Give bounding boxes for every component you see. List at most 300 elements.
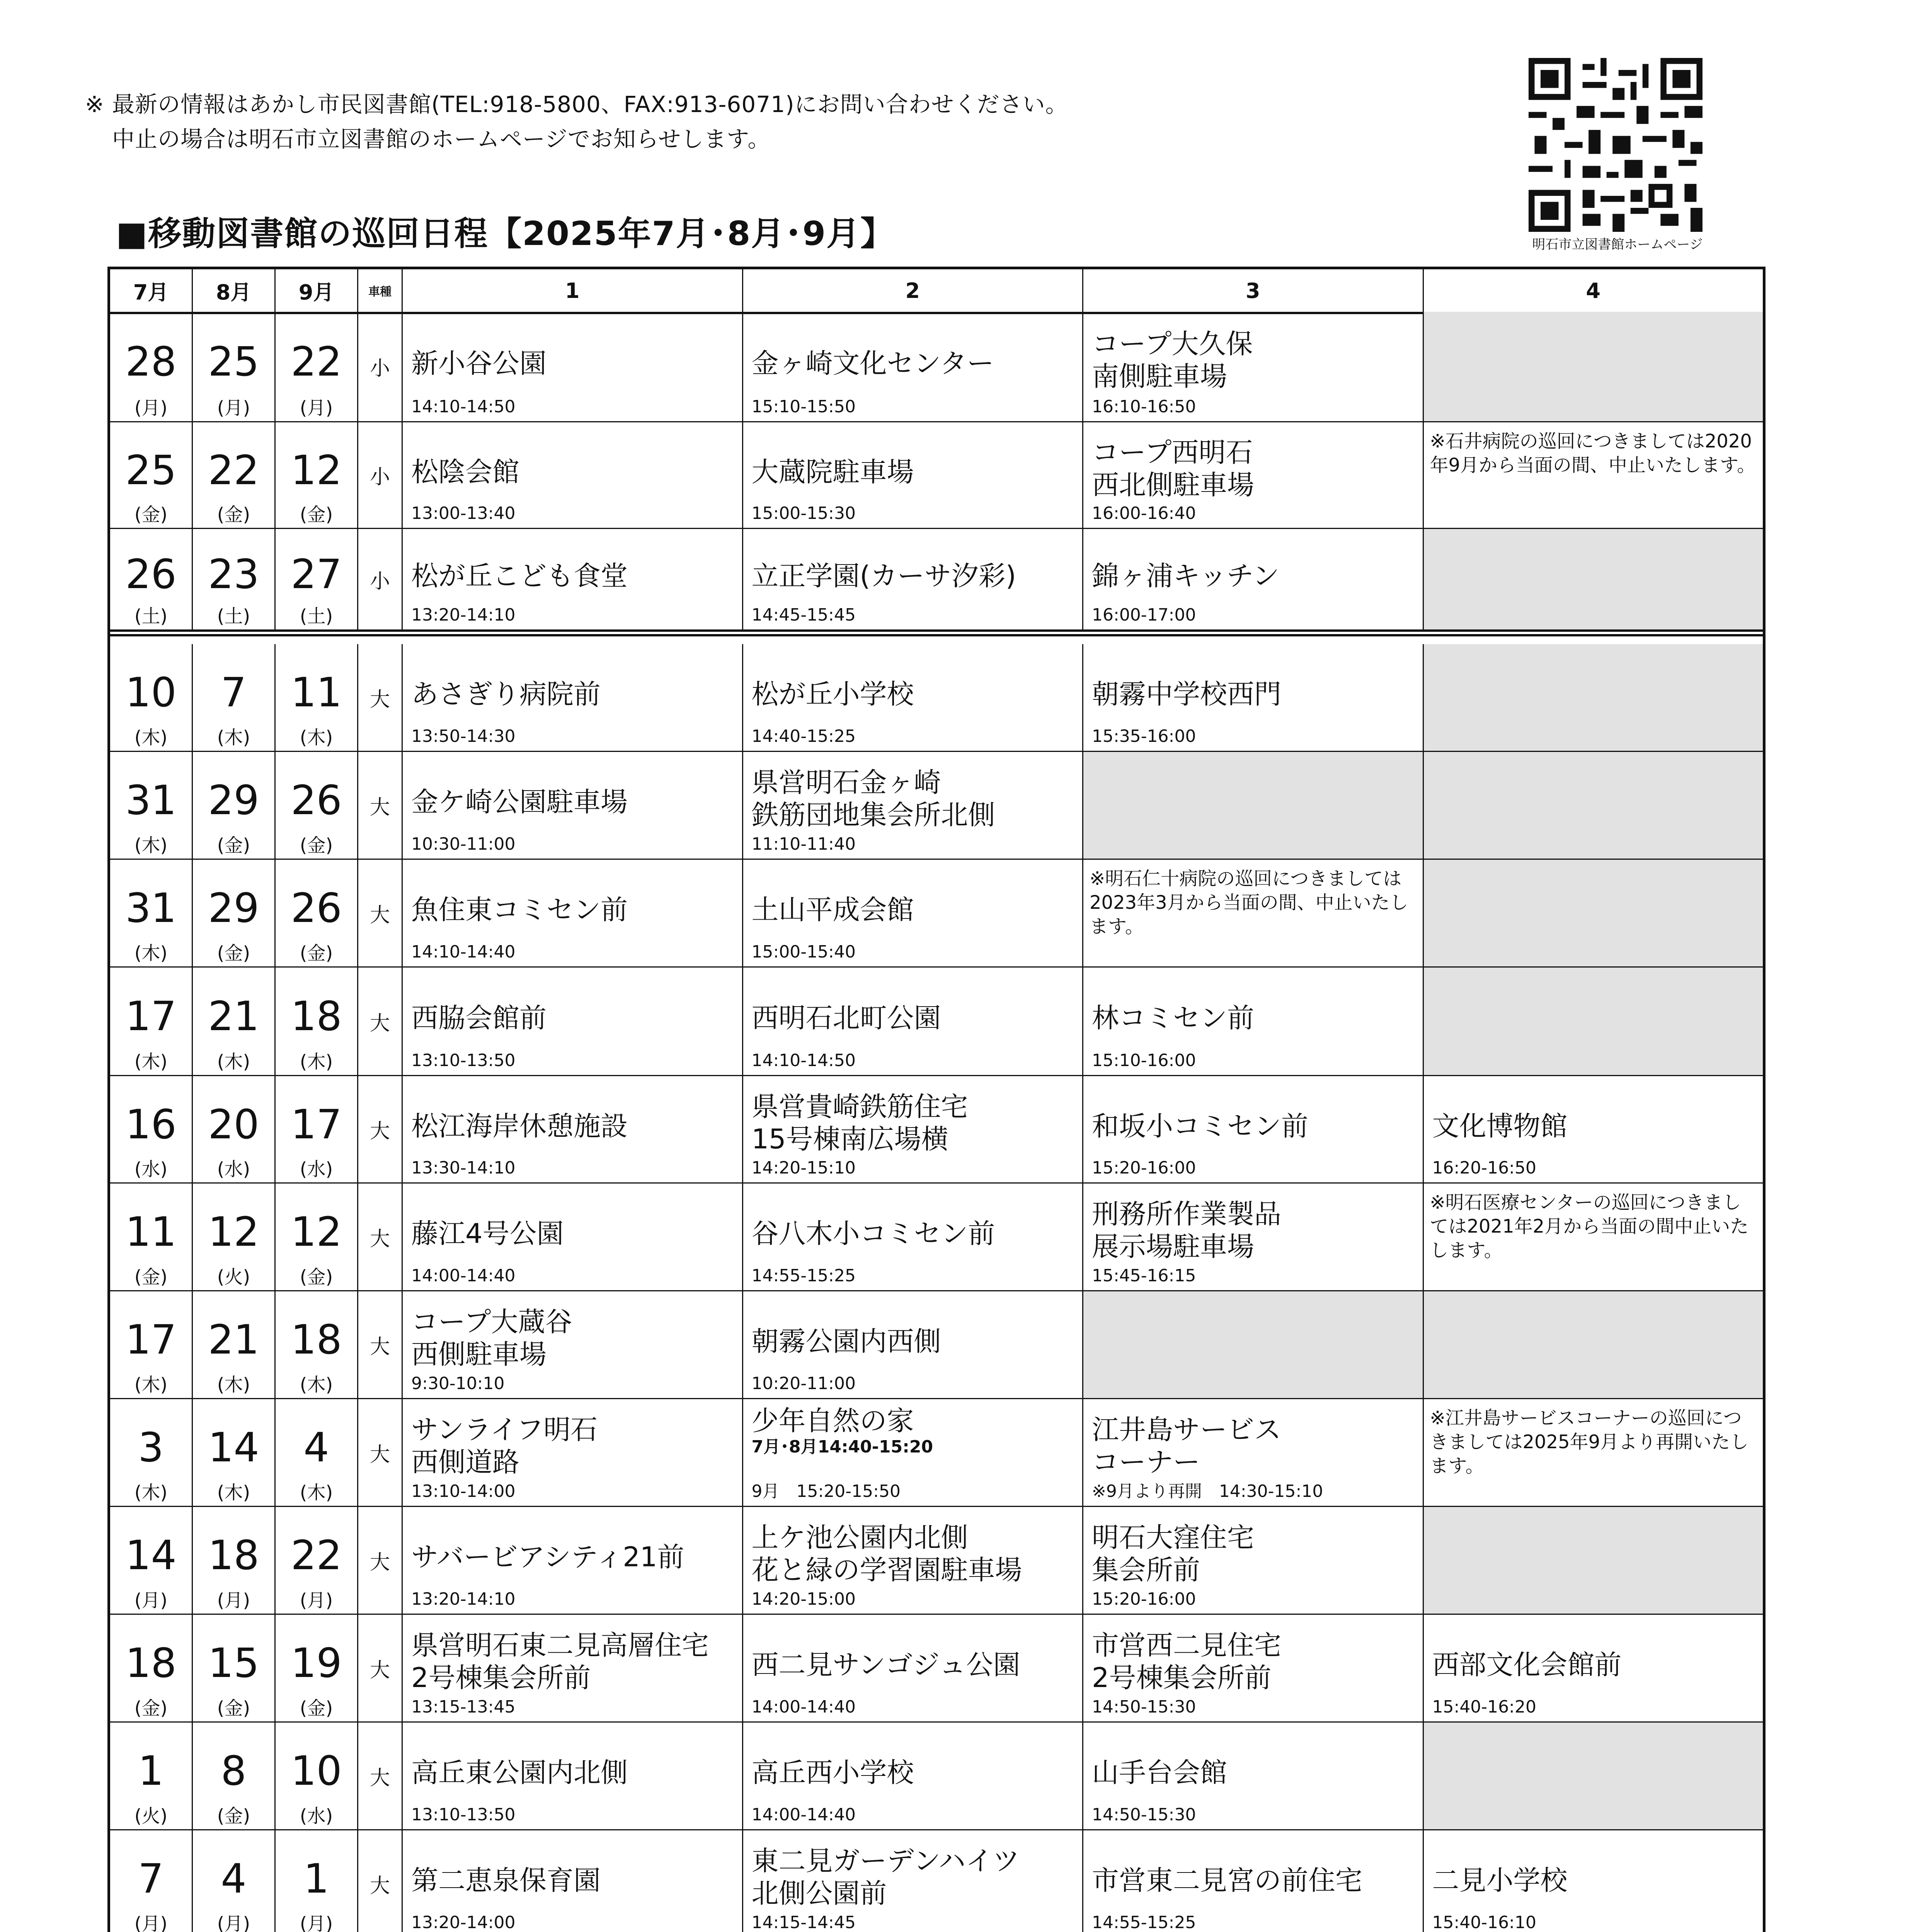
stop-time: 15:10-16:00: [1092, 1051, 1196, 1070]
stop-place-name: 立正学園(カーサ汐彩): [751, 560, 1016, 592]
date-weekday: (月): [134, 1590, 168, 1611]
stop-time: 13:00-13:40: [411, 503, 516, 523]
stop-place: [411, 1864, 738, 1897]
stop-place: [1092, 1757, 1419, 1789]
date-day: 28: [125, 338, 177, 385]
date-weekday: (木): [217, 1482, 250, 1503]
stop-cell: [1424, 1076, 1763, 1182]
date-cell-aug: [193, 529, 276, 629]
stop-time: 15:00-15:40: [751, 942, 856, 962]
stop-place: [752, 1757, 1079, 1789]
stop-time: 13:10-14:00: [411, 1481, 516, 1501]
stop-time: 9月 15:20-15:50: [751, 1481, 901, 1501]
vehicle-type: 大: [358, 1076, 403, 1182]
date-day: 25: [125, 446, 177, 494]
stop-cell-empty: [1424, 312, 1763, 421]
vehicle-type: 大: [358, 968, 403, 1075]
stop-place-name: 朝霧公園内西側: [751, 1325, 941, 1357]
stop-cell: [1083, 1830, 1424, 1932]
stop-cell: [743, 860, 1084, 966]
stop-place: [1092, 1413, 1419, 1478]
date-cell-sep: [276, 1291, 358, 1398]
stop-place-name: 東二見ガーデンハイツ 北側公園前: [751, 1845, 1020, 1910]
stop-place: [411, 1757, 738, 1789]
stop-cell: [403, 1184, 743, 1290]
date-cell-jul: [110, 1399, 193, 1506]
stop-place-name: 藤江4号公園: [411, 1218, 564, 1250]
stop-place-name: 高丘東公園内北側: [411, 1757, 628, 1789]
date-cell-sep: [276, 1615, 358, 1721]
date-cell-aug: [193, 1076, 276, 1182]
stop-cell: [1083, 1076, 1424, 1182]
stop-cell: [403, 422, 743, 528]
notice-text-2: 中止の場合は明石市立図書館のホームページでお知らせします。: [112, 126, 771, 152]
stop-cell: [1083, 968, 1424, 1075]
stop-cell: [403, 1507, 743, 1614]
table-row: [110, 1830, 1763, 1932]
header-august: 8月: [193, 269, 276, 312]
header-july: 7月: [110, 269, 193, 312]
date-cell-aug: [193, 644, 276, 751]
stop-time: 13:20-14:00: [411, 1913, 516, 1932]
stop-cell: [403, 529, 743, 629]
stop-place-name: 文化博物館: [1432, 1110, 1568, 1142]
stop-place: [411, 894, 738, 926]
stop-time: 15:20-16:00: [1092, 1589, 1196, 1609]
stop-place: [752, 560, 1079, 592]
stop-time: 13:10-13:50: [411, 1805, 516, 1825]
stop-cell-empty: [1083, 1291, 1424, 1398]
stop-place-name: あさぎり病院前: [411, 678, 601, 710]
header-vehicle-type: 車種: [358, 269, 403, 312]
vehicle-type: 小: [358, 312, 403, 421]
stop-cell: [1083, 1615, 1424, 1721]
date-weekday: (木): [300, 727, 333, 748]
date-weekday: (火): [217, 1266, 250, 1288]
date-cell-jul: [110, 968, 193, 1075]
date-day: 26: [125, 550, 177, 598]
vehicle-type: 大: [358, 1184, 403, 1290]
date-day: 22: [291, 1531, 342, 1579]
header-stop-3: 3: [1083, 269, 1424, 312]
stop-time: 14:40-15:25: [751, 726, 856, 746]
stop-place: [411, 786, 738, 818]
vehicle-type: 大: [358, 1507, 403, 1614]
stop-place: [752, 347, 1079, 379]
table-row: [110, 1291, 1763, 1399]
date-weekday: (水): [217, 1158, 250, 1180]
stop-time: 16:00-17:00: [1092, 605, 1196, 625]
date-weekday: (金): [134, 1266, 168, 1288]
table-row: [110, 529, 1763, 636]
stop-place: [1092, 560, 1419, 592]
date-weekday: (月): [134, 397, 168, 419]
stop-place-name: サンライフ明石 西側道路: [411, 1414, 598, 1478]
stop-time: ※9月より再開 14:30-15:10: [1092, 1481, 1323, 1501]
date-day: 15: [208, 1639, 259, 1687]
table-row: [110, 1723, 1763, 1830]
stop-cell-notice: [1424, 1184, 1763, 1290]
stop-cell: [1083, 422, 1424, 528]
stop-cell: [743, 752, 1084, 859]
date-day: 18: [291, 1316, 342, 1363]
stop-time: 14:10-14:50: [411, 397, 516, 417]
stop-cell: [1424, 1830, 1763, 1932]
stop-place: [1432, 1864, 1759, 1897]
table-row: [110, 752, 1763, 860]
stop-cell-empty: [1424, 529, 1763, 629]
stop-place-name: 県営貴崎鉄筋住宅 15号棟南広場横: [751, 1090, 968, 1155]
stop-cell: [743, 1830, 1084, 1932]
stop-place: [411, 1629, 738, 1694]
stop-place-name: 江井島サービス コーナー: [1092, 1414, 1281, 1478]
stop-cell: [403, 644, 743, 751]
stop-cell-empty: [1424, 860, 1763, 966]
vehicle-type: 大: [358, 1830, 403, 1932]
stop-place: [752, 1325, 1079, 1358]
stop-place: [411, 1413, 738, 1478]
date-weekday: (金): [134, 1697, 168, 1719]
date-weekday: (水): [300, 1158, 333, 1180]
stop-time: 16:20-16:50: [1432, 1158, 1536, 1178]
date-cell-jul: [110, 1507, 193, 1614]
stop-time: 15:35-16:00: [1092, 726, 1196, 746]
date-day: 26: [291, 776, 342, 824]
date-weekday: (月): [300, 1590, 333, 1611]
date-day: 25: [208, 338, 259, 385]
stop-place: [1092, 1629, 1419, 1694]
stop-place-name: 県営明石東二見高層住宅 2号棟集会所前: [411, 1629, 709, 1694]
stop-place: [1092, 1198, 1419, 1263]
vehicle-type: 大: [358, 752, 403, 859]
stop-place-name: 土山平成会館: [751, 894, 914, 926]
table-row: [110, 1399, 1763, 1507]
stop-place-name: 魚住東コミセン前: [411, 894, 628, 926]
stop-cell: [743, 1507, 1084, 1614]
stop-cell: [1083, 1723, 1424, 1829]
stop-time: 14:55-15:25: [751, 1266, 856, 1286]
stop-time: 14:50-15:30: [1092, 1805, 1196, 1825]
date-weekday: (木): [134, 727, 168, 748]
date-day: 4: [303, 1423, 329, 1471]
stop-cell: [1083, 312, 1424, 421]
stop-place-name: 山手台会館: [1092, 1757, 1227, 1789]
stop-place-name: 少年自然の家: [751, 1405, 914, 1437]
stop-time: 11:10-11:40: [751, 834, 856, 854]
stop-place-name: 高丘西小学校: [751, 1757, 914, 1789]
date-cell-sep: [276, 752, 358, 859]
vehicle-type: 小: [358, 529, 403, 629]
qr-code-icon[interactable]: [1529, 58, 1702, 232]
stop-time: 9:30-10:10: [411, 1374, 505, 1393]
stop-place: [752, 1405, 1079, 1457]
stop-cell: [403, 1723, 743, 1829]
vehicle-type: 大: [358, 860, 403, 966]
date-weekday: (土): [300, 605, 333, 627]
stop-place-name: 和坂小コミセン前: [1092, 1110, 1308, 1142]
date-cell-jul: [110, 1076, 193, 1182]
table-row: [110, 644, 1763, 752]
date-day: 16: [125, 1100, 177, 1148]
stop-cell: [403, 312, 743, 421]
vehicle-type: 大: [358, 1291, 403, 1398]
vehicle-type: 大: [358, 644, 403, 751]
stop-place-note: 7月･8月14:40-15:20: [751, 1437, 933, 1457]
date-day: 18: [208, 1531, 259, 1579]
date-weekday: (木): [217, 1374, 250, 1396]
date-day: 1: [138, 1747, 164, 1794]
stop-place: [1092, 1521, 1419, 1586]
stop-place: [752, 678, 1079, 711]
date-cell-aug: [193, 1399, 276, 1506]
notice-text-1: 最新の情報はあかし市民図書館(TEL:918-5800、FAX:913-6071)にお問い合わせください。: [112, 91, 1068, 117]
stop-cell: [403, 752, 743, 859]
date-weekday: (土): [134, 605, 168, 627]
stop-cell-empty: [1424, 1507, 1763, 1614]
date-weekday: (火): [134, 1805, 168, 1827]
date-day: 27: [291, 550, 342, 598]
stop-cell: [743, 1184, 1084, 1290]
stop-cell: [1083, 1507, 1424, 1614]
stop-cell-empty: [1424, 1291, 1763, 1398]
stop-place-name: 西明石北町公園: [751, 1002, 941, 1034]
date-cell-sep: [276, 644, 358, 751]
stop-time: 14:10-14:40: [411, 942, 516, 962]
stop-cell: [403, 1615, 743, 1721]
date-cell-aug: [193, 860, 276, 966]
date-weekday: (木): [134, 1051, 168, 1073]
date-day: 4: [221, 1855, 247, 1902]
stop-time: 15:20-16:00: [1092, 1158, 1196, 1178]
date-weekday: (土): [217, 605, 250, 627]
date-day: 7: [138, 1855, 164, 1902]
stop-place: [411, 678, 738, 711]
date-day: 11: [125, 1208, 177, 1255]
page-title: ■移動図書館の巡回日程【2025年7月･8月･9月】: [116, 214, 895, 253]
date-day: 1: [303, 1855, 329, 1902]
stop-cell: [743, 1615, 1084, 1721]
stop-place-name: 市営東二見宮の前住宅: [1092, 1864, 1362, 1896]
date-cell-aug: [193, 1184, 276, 1290]
stop-cell: [743, 1399, 1084, 1506]
stop-time: 14:55-15:25: [1092, 1913, 1196, 1932]
date-cell-jul: [110, 1184, 193, 1290]
stop-time: 14:50-15:30: [1092, 1697, 1196, 1717]
date-day: 7: [221, 668, 247, 716]
stop-cell: [403, 1076, 743, 1182]
date-cell-jul: [110, 1723, 193, 1829]
stop-place: [752, 1845, 1079, 1910]
date-day: 31: [125, 776, 177, 824]
date-day: 10: [291, 1747, 342, 1794]
stop-place: [1092, 1110, 1419, 1142]
date-cell-aug: [193, 422, 276, 528]
table-row: [110, 1615, 1763, 1723]
date-weekday: (金): [300, 504, 333, 526]
stop-place-name: 松が丘小学校: [751, 678, 914, 710]
stop-place-name: 第二恵泉保育園: [411, 1864, 601, 1896]
table-row: [110, 968, 1763, 1076]
date-weekday: (木): [134, 942, 168, 964]
date-weekday: (月): [300, 397, 333, 419]
stop-cell: [1083, 529, 1424, 629]
date-weekday: (水): [300, 1805, 333, 1827]
date-weekday: (月): [134, 1913, 168, 1932]
date-day: 18: [125, 1639, 177, 1687]
stop-time: 15:40-16:10: [1432, 1913, 1536, 1932]
date-cell-aug: [193, 752, 276, 859]
stop-cell: [403, 968, 743, 1075]
stop-cell-notice: [1424, 422, 1763, 528]
date-weekday: (金): [217, 504, 250, 526]
stop-cell: [743, 422, 1084, 528]
date-day: 23: [208, 550, 259, 598]
stop-place: [411, 1002, 738, 1034]
date-weekday: (木): [217, 727, 250, 748]
date-weekday: (金): [217, 942, 250, 964]
date-day: 26: [291, 884, 342, 932]
date-weekday: (金): [217, 1805, 250, 1827]
stop-time: 14:00-14:40: [411, 1266, 516, 1286]
date-cell-jul: [110, 1291, 193, 1398]
date-day: 10: [125, 668, 177, 716]
date-weekday: (金): [300, 835, 333, 856]
date-cell-sep: [276, 1399, 358, 1506]
stop-place: [411, 347, 738, 379]
date-weekday: (月): [217, 1590, 250, 1611]
table-row: [110, 1076, 1763, 1184]
stop-time: 14:20-15:00: [751, 1589, 856, 1609]
vehicle-type: 小: [358, 422, 403, 528]
stop-cell: [1083, 644, 1424, 751]
date-cell-sep: [276, 1723, 358, 1829]
date-cell-sep: [276, 1830, 358, 1932]
stop-place-name: 錦ヶ浦キッチン: [1092, 560, 1280, 592]
date-day: 14: [208, 1423, 259, 1471]
date-cell-sep: [276, 422, 358, 528]
date-weekday: (木): [134, 835, 168, 856]
stop-time: 15:45-16:15: [1092, 1266, 1196, 1286]
stop-place: [1092, 678, 1419, 711]
date-weekday: (金): [300, 1697, 333, 1719]
schedule-table: [107, 267, 1765, 1932]
stop-place: [752, 1002, 1079, 1034]
stop-place-name: 明石大窪住宅 集会所前: [1092, 1522, 1254, 1586]
date-cell-aug: [193, 1830, 276, 1932]
stop-place-name: 刑務所作業製品 展示場駐車場: [1092, 1198, 1281, 1263]
date-weekday: (木): [134, 1482, 168, 1503]
date-cell-jul: [110, 1830, 193, 1932]
stop-cell-empty: [1424, 752, 1763, 859]
date-day: 29: [208, 884, 259, 932]
stop-cell: [743, 1291, 1084, 1398]
stop-cell-empty: [1424, 1723, 1763, 1829]
stop-place: [752, 1649, 1079, 1681]
stop-time: 14:45-15:45: [751, 605, 856, 625]
table-row: [110, 1184, 1763, 1291]
stop-place: [752, 1521, 1079, 1586]
stop-cell: [743, 529, 1084, 629]
stop-time: 15:10-15:50: [751, 397, 856, 417]
stop-place: [411, 1218, 738, 1250]
stop-place: [1092, 328, 1419, 393]
stop-place-name: 二見小学校: [1432, 1864, 1568, 1896]
stop-place: [752, 1218, 1079, 1250]
stop-cell-empty: [1424, 644, 1763, 751]
date-weekday: (水): [134, 1158, 168, 1180]
date-cell-sep: [276, 860, 358, 966]
stop-place-name: 谷八木小コミセン前: [751, 1218, 995, 1250]
stop-place-name: 松江海岸休憩施設: [411, 1110, 628, 1142]
stop-cell: [403, 860, 743, 966]
date-weekday: (木): [300, 1482, 333, 1503]
stop-place: [752, 766, 1079, 831]
notice-line-2: [112, 124, 770, 155]
date-cell-sep: [276, 1184, 358, 1290]
stop-place-name: 金ケ崎公園駐車場: [411, 786, 628, 818]
date-weekday: (木): [217, 1051, 250, 1073]
date-day: 17: [291, 1100, 342, 1148]
header-stop-1: 1: [403, 269, 743, 312]
stop-place: [1092, 1864, 1419, 1897]
date-cell-jul: [110, 860, 193, 966]
stop-place-name: 大蔵院駐車場: [751, 456, 914, 488]
stop-place-name: コープ大蔵谷 西側駐車場: [411, 1306, 572, 1371]
stop-place-name: 林コミセン前: [1092, 1002, 1254, 1034]
stop-time: 15:00-15:30: [751, 503, 856, 523]
date-day: 22: [291, 338, 342, 385]
date-weekday: (木): [300, 1374, 333, 1396]
table-row: [110, 860, 1763, 968]
date-cell-jul: [110, 312, 193, 421]
date-day: 22: [208, 446, 259, 494]
stop-place-name: コープ西明石 西北側駐車場: [1092, 436, 1254, 501]
stop-place-name: 市営西二見住宅 2号棟集会所前: [1092, 1629, 1281, 1694]
stop-cell: [403, 1399, 743, 1506]
stop-time: 16:10-16:50: [1092, 397, 1196, 417]
stop-cell-empty: [1083, 752, 1424, 859]
date-weekday: (金): [217, 1697, 250, 1719]
stop-place-name: 西部文化会館前: [1432, 1649, 1622, 1681]
date-cell-aug: [193, 1507, 276, 1614]
table-row: [110, 422, 1763, 529]
stop-notice: ※明石仁十病院の巡回につきましては2023年3月から当面の間、中止いたします。: [1090, 868, 1408, 937]
date-weekday: (木): [300, 1051, 333, 1073]
date-day: 21: [208, 992, 259, 1040]
stop-cell: [743, 968, 1084, 1075]
stop-time: 14:20-15:10: [751, 1158, 856, 1178]
date-weekday: (月): [217, 1913, 250, 1932]
date-day: 31: [125, 884, 177, 932]
stop-place: [411, 560, 738, 592]
stop-place: [1432, 1649, 1759, 1681]
stop-cell: [1083, 1399, 1424, 1506]
date-cell-aug: [193, 1723, 276, 1829]
stop-place: [411, 1306, 738, 1371]
date-cell-sep: [276, 1507, 358, 1614]
date-day: 19: [291, 1639, 342, 1687]
stop-cell: [743, 644, 1084, 751]
stop-cell: [743, 1076, 1084, 1182]
date-weekday: (月): [217, 397, 250, 419]
date-cell-aug: [193, 312, 276, 421]
stop-place-name: 朝霧中学校西門: [1092, 678, 1281, 710]
stop-notice: ※江井島サービスコーナーの巡回につきましては2025年9月より再開いたします。: [1430, 1407, 1749, 1477]
stop-cell: [1083, 1184, 1424, 1290]
date-cell-sep: [276, 1076, 358, 1182]
notice-line-1: [85, 89, 1068, 120]
date-day: 12: [291, 446, 342, 494]
